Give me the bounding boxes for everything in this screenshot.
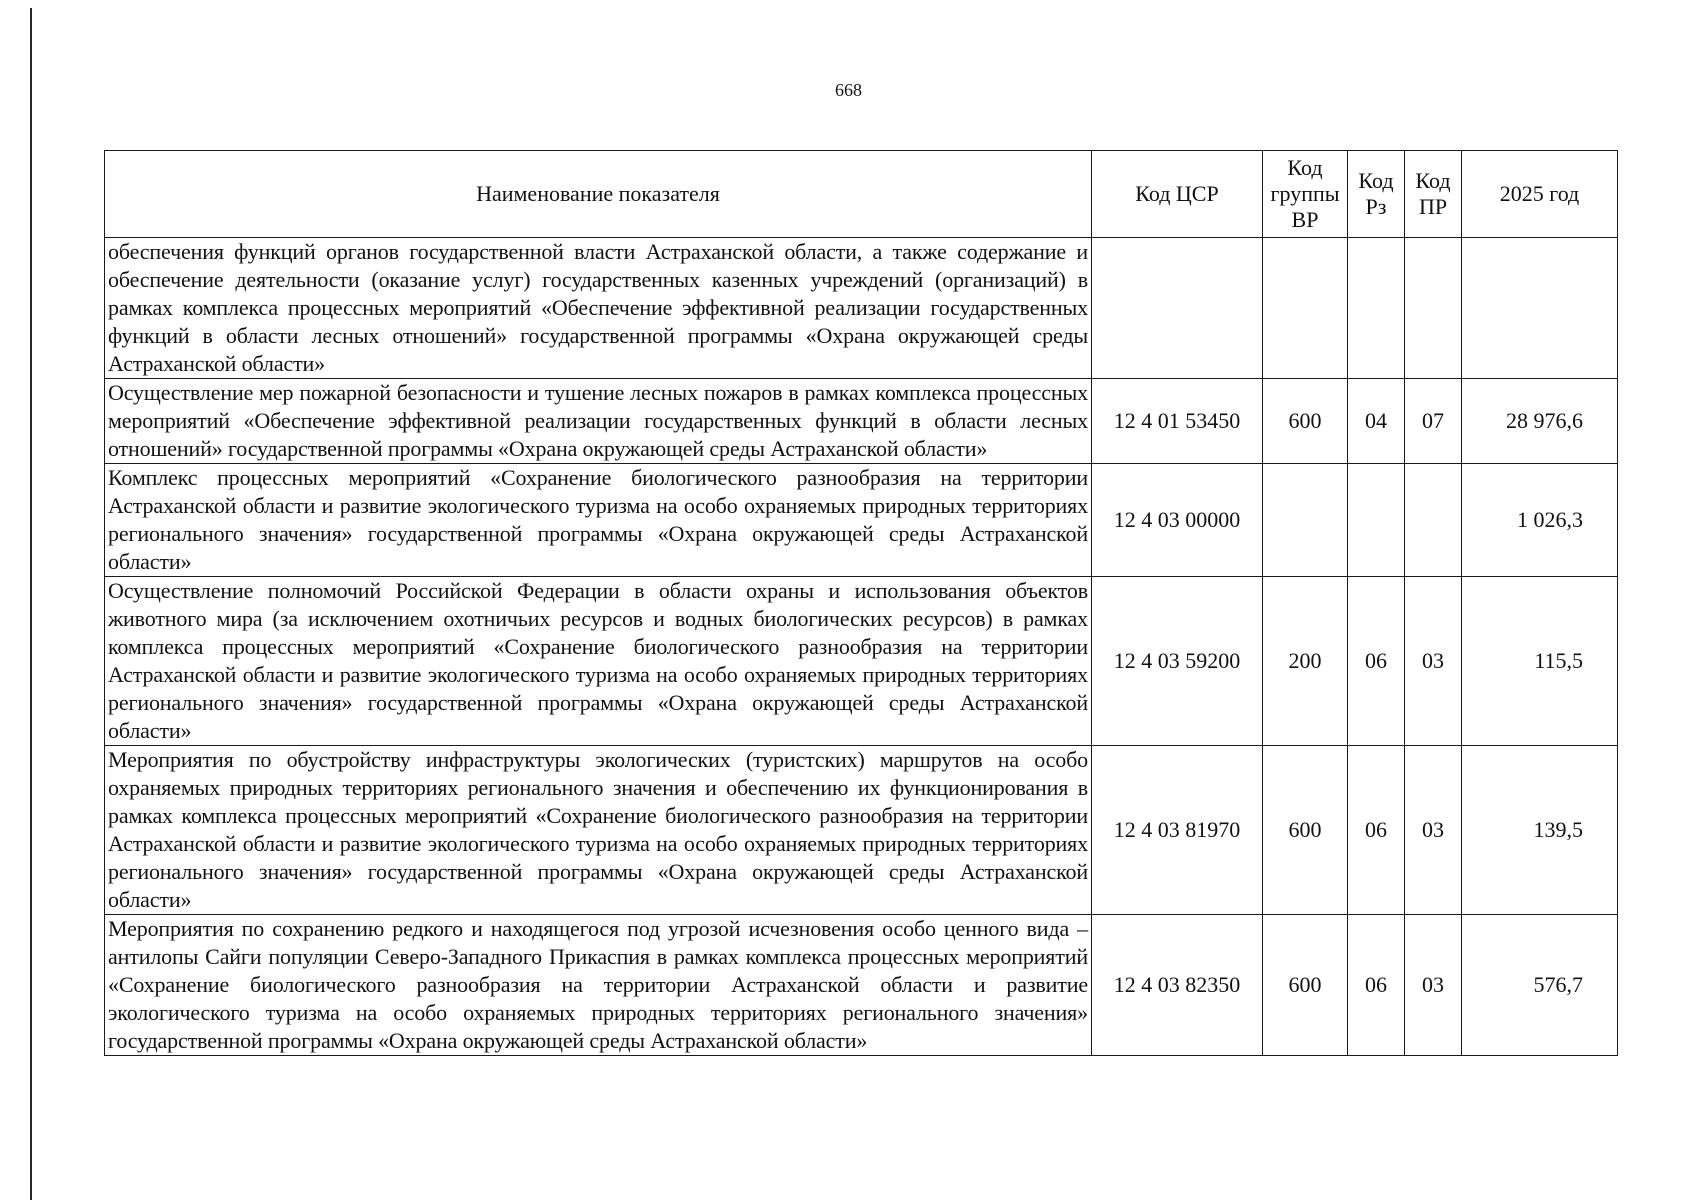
header-rz-code: Код Рз [1348, 151, 1405, 238]
header-name: Наименование показателя [105, 151, 1092, 238]
row-name: Мероприятия по обустройству инфраструктуры экологических (туристских) маршрутов на особо охраняемых природных территориях регионального значения и обеспечению их функционирования в рамках комплекса процессных мероприятий «Сохранение биологического разнообразия на территории Астраханской области и развитие экологического туризма на особо охраняемых природных территориях регионального значения» государственной программы «Охрана окружающей среды Астраханской области» [105, 746, 1092, 915]
row-name: обеспечения функций органов государственной власти Астраханской области, а также содержание и обеспечение деятельности (оказание услуг) государственных казенных учреждений (организаций) в рамках комплекса процессных мероприятий «Обеспечение эффективной реализации государственных функций в области лесных отношений» государственной программы «Охрана окружающей среды Астраханской области» [105, 238, 1092, 379]
row-vr-code: 600 [1263, 379, 1348, 464]
table-row [105, 577, 1618, 746]
header-csr-code: Код ЦСР [1092, 151, 1263, 238]
row-amount: 28 976,6 [1462, 379, 1618, 464]
header-vr-code: Код группы ВР [1263, 151, 1348, 238]
row-pr-code: 03 [1405, 915, 1462, 1056]
table-row [105, 746, 1618, 915]
row-csr-code: 12 4 03 00000 [1092, 464, 1263, 577]
row-pr-code: 07 [1405, 379, 1462, 464]
row-vr-code: 600 [1263, 746, 1348, 915]
row-vr-code [1263, 464, 1348, 577]
row-rz-code: 06 [1348, 915, 1405, 1056]
row-csr-code: 12 4 03 82350 [1092, 915, 1263, 1056]
row-amount: 115,5 [1462, 577, 1618, 746]
row-pr-code [1405, 238, 1462, 379]
row-rz-code: 04 [1348, 379, 1405, 464]
row-amount [1462, 238, 1618, 379]
row-csr-code [1092, 238, 1263, 379]
row-vr-code [1263, 238, 1348, 379]
row-pr-code [1405, 464, 1462, 577]
table-row [105, 464, 1618, 577]
row-name: Осуществление полномочий Российской Федерации в области охраны и использования объектов животного мира (за исключением охотничьих ресурсов и водных биологических ресурсов) в рамках комплекса процессных мероприятий «Сохранение биологического разнообразия на территории Астраханской области и развитие экологического туризма на особо охраняемых природных территориях регионального значения» государственной программы «Охрана окружающей среды Астраханской области» [105, 577, 1092, 746]
header-year-2025: 2025 год [1462, 151, 1618, 238]
row-amount: 576,7 [1462, 915, 1618, 1056]
row-rz-code: 06 [1348, 577, 1405, 746]
table-row [105, 379, 1618, 464]
row-rz-code [1348, 238, 1405, 379]
row-amount: 1 026,3 [1462, 464, 1618, 577]
table-row [105, 915, 1618, 1056]
row-name: Комплекс процессных мероприятий «Сохранение биологического разнообразия на территории Астраханской области и развитие экологического туризма на особо охраняемых природных территориях регионального значения» государственной программы «Охрана окружающей среды Астраханской области» [105, 464, 1092, 577]
page-number: 668 [835, 80, 862, 100]
row-rz-code: 06 [1348, 746, 1405, 915]
row-pr-code: 03 [1405, 577, 1462, 746]
row-name: Осуществление мер пожарной безопасности и тушение лесных пожаров в рамках комплекса процессных мероприятий «Обеспечение эффективной реализации государственных функций в области лесных отношений» государственной программы «Охрана окружающей среды Астраханской области» [105, 379, 1092, 464]
row-amount: 139,5 [1462, 746, 1618, 915]
row-csr-code: 12 4 01 53450 [1092, 379, 1263, 464]
budget-table [104, 150, 1618, 1056]
row-vr-code: 600 [1263, 915, 1348, 1056]
row-name: Мероприятия по сохранению редкого и находящегося под угрозой исчезновения особо ценного вида – антилопы Сайги популяции Северо-Западного Прикаспия в рамках комплекса процессных мероприятий «Сохранение биологического разнообразия на территории Астраханской области и развитие экологического туризма на особо охраняемых природных территориях регионального значения» государственной программы «Охрана окружающей среды Астраханской области» [105, 915, 1092, 1056]
row-csr-code: 12 4 03 59200 [1092, 577, 1263, 746]
table-row [105, 238, 1618, 379]
row-csr-code: 12 4 03 81970 [1092, 746, 1263, 915]
row-pr-code: 03 [1405, 746, 1462, 915]
header-pr-code: Код ПР [1405, 151, 1462, 238]
table-header-row [105, 151, 1618, 238]
binding-margin-line [30, 8, 32, 1200]
row-rz-code [1348, 464, 1405, 577]
row-vr-code: 200 [1263, 577, 1348, 746]
